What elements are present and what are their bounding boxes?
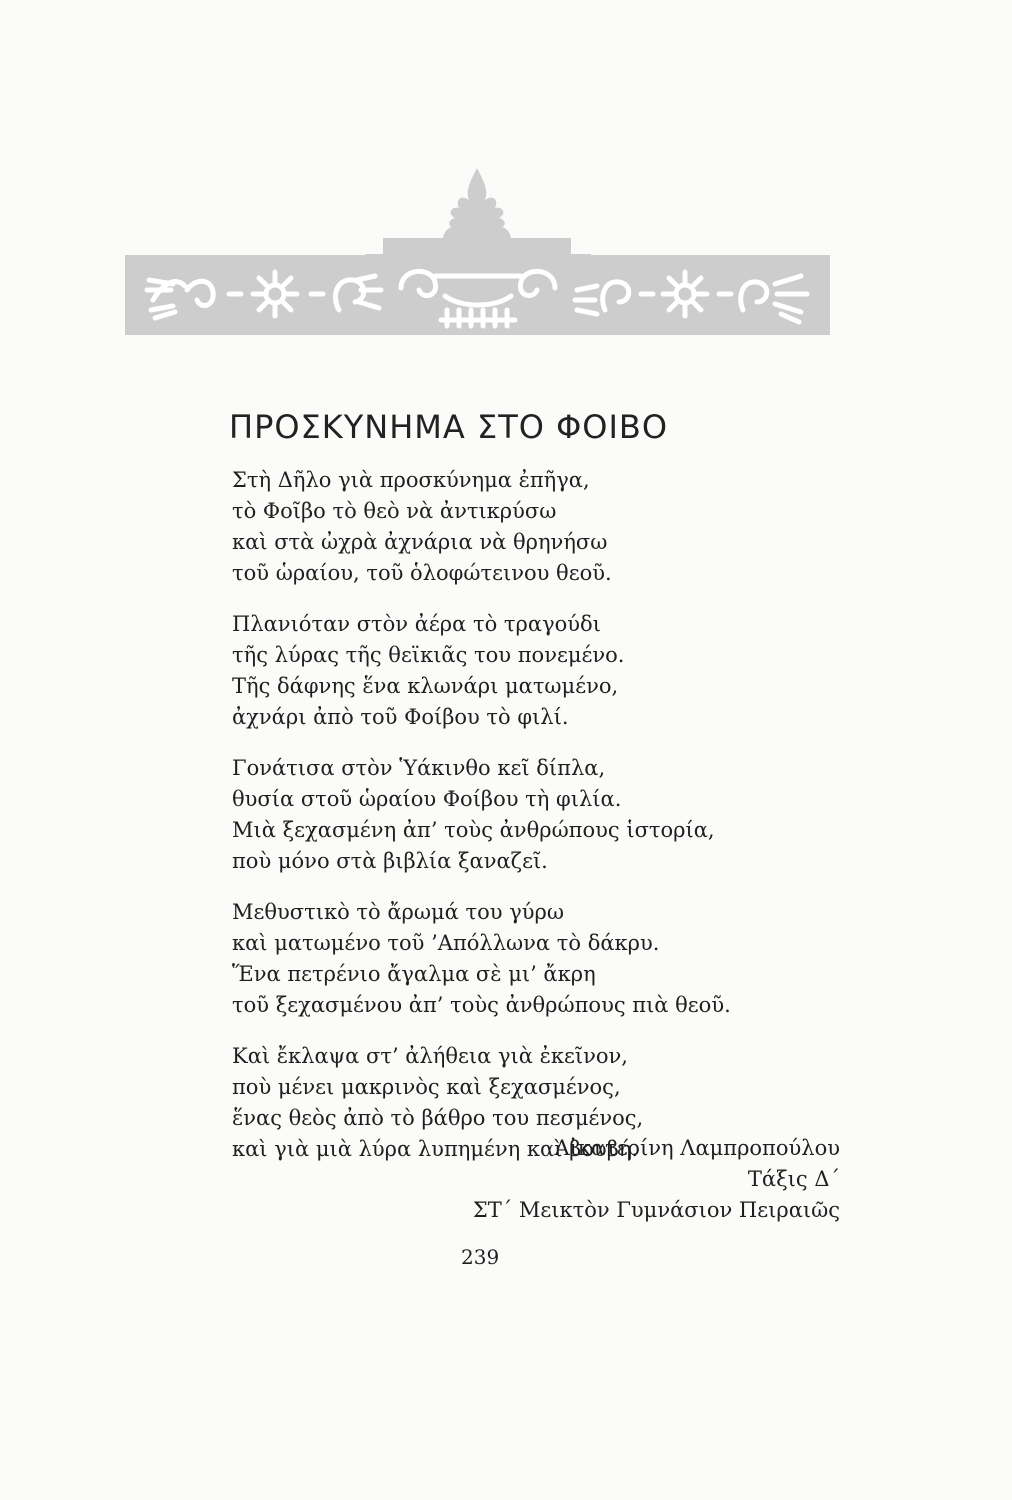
poem-line: ποὺ μόνο στὰ βιβλία ξαναζεῖ. <box>232 849 548 873</box>
stanza <box>232 897 731 1021</box>
poem-line: Τῆς δάφνης ἕνα κλωνάρι ματωμένο, <box>232 674 619 698</box>
poem-body <box>232 465 731 1185</box>
author-class: Τάξις Δ΄ <box>747 1167 840 1191</box>
author-name: Αἰκατερίνη Λαμπροπούλου <box>554 1136 840 1160</box>
poem-line: ποὺ μένει μακρινὸς καὶ ξεχασμένος, <box>232 1075 621 1099</box>
author-school: ΣΤ΄ Μεικτὸν Γυμνάσιον Πειραιῶς <box>472 1198 840 1222</box>
poem-line: Γονάτισα στὸν Ὑάκινθο κεῖ δίπλα, <box>232 756 606 780</box>
poem-title: ΠΡΟΣΚΥΝΗΜΑ ΣΤΟ ΦΟΙΒΟ <box>229 408 669 446</box>
poem-line: καὶ γιὰ μιὰ λύρα λυπημένη καὶ βουβή. <box>232 1137 639 1161</box>
poem-line: Στὴ Δῆλο γιὰ προσκύνημα ἐπῆγα, <box>232 468 590 492</box>
greek-palmette-ornament-icon <box>125 160 830 335</box>
stanza <box>232 753 731 877</box>
poem-line: ἀχνάρι ἀπὸ τοῦ Φοίβου τὸ φιλί. <box>232 705 569 729</box>
poem-line: τὸ Φοῖβο τὸ θεὸ νὰ ἀντικρύσω <box>232 499 557 523</box>
poem-line: τῆς λύρας τῆς θεϊκιᾶς του πονεμένο. <box>232 643 625 667</box>
poem-line: Πλανιόταν στὸν ἀέρα τὸ τραγούδι <box>232 612 601 636</box>
poem-line: τοῦ ξεχασμένου ἀπ’ τοὺς ἀνθρώπους πιὰ θεοῦ. <box>232 993 731 1017</box>
poem-line: θυσία στοῦ ὡραίου Φοίβου τὴ φιλία. <box>232 787 622 811</box>
stanza <box>232 609 731 733</box>
poem-line: Μιὰ ξεχασμένη ἀπ’ τοὺς ἀνθρώπους ἱστορία, <box>232 818 715 842</box>
poem-line: Μεθυστικὸ τὸ ἄρωμά του γύρω <box>232 900 565 924</box>
poem-line: καὶ στὰ ὠχρὰ ἀχνάρια νὰ θρηνήσω <box>232 530 608 554</box>
stanza <box>232 465 731 589</box>
poem-line: ἕνας θεὸς ἀπὸ τὸ βάθρο του πεσμένος, <box>232 1106 644 1130</box>
poem-line: Ἕνα πετρένιο ἄγαλμα σὲ μι’ ἄκρη <box>232 962 596 986</box>
page-number: 239 <box>461 1245 500 1269</box>
poem-line: Καὶ ἔκλαψα στ’ ἀλήθεια γιὰ ἐκεῖνον, <box>232 1044 628 1068</box>
poem-line: καὶ ματωμένο τοῦ ’Απόλλωνα τὸ δάκρυ. <box>232 931 660 955</box>
poem-line: τοῦ ὡραίου, τοῦ ὁλοφώτεινου θεοῦ. <box>232 561 612 585</box>
signature-block <box>473 1133 840 1226</box>
